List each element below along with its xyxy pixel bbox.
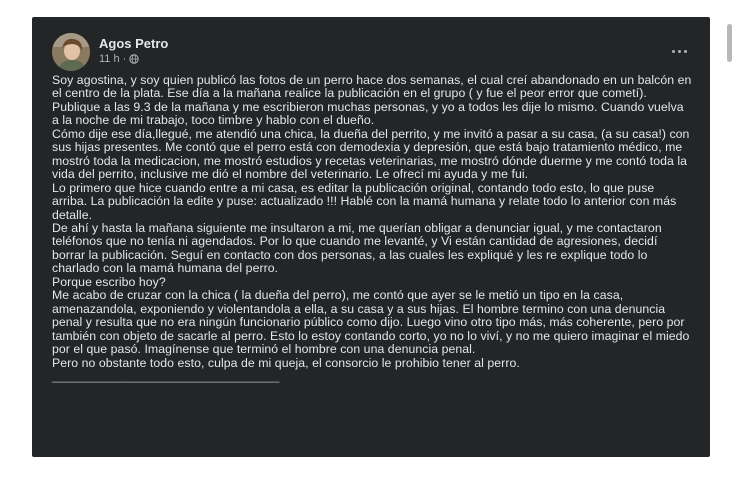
author-name[interactable]: Agos Petro — [99, 36, 169, 51]
post-paragraph: Pero no obstante todo esto, culpa de mi queja, el consorcio le prohibio tener al perro. — [52, 355, 520, 370]
meta-separator: · — [122, 53, 127, 65]
post-paragraph: Soy agostina, y soy quien publicó las fotos de un perro hace dos semanas, el cual creí abandonado en un balcón en el centro de la plata. Ese día a la mañana realice la publicación en el grupo ( y fue el peor error que cometí). — [52, 73, 692, 101]
post-meta — [99, 53, 139, 65]
post-paragraph: Porque escribo hoy? — [52, 274, 166, 289]
post-paragraph: Publique a las 9.3 de la mañana y me escribieron muchas personas, y yo a todos les dije lo mismo. Cuando vuelva a la noche de mi trabajo, toco timbre y hablo con el dueño. — [52, 99, 684, 128]
more-options-button[interactable] — [666, 41, 692, 61]
facebook-post — [32, 17, 710, 457]
post-header — [32, 17, 710, 77]
post-timestamp[interactable]: 11 h — [99, 53, 120, 65]
post-paragraph: Cómo dije ese día,llegué, me atendió una chica, la dueña del perrito, y me invitó a pasar a su casa, (a su casa!) con sus hijas presentes. Me contó que el perro está con demodexia y depresión, que está bajo tratamiento médico, me mostró toda la medicacion, me mostró estudios y recetas veterinarias, me mostró dónde duerme y me contó toda la vida del perrito, inclusive me dió el nombre del veterinario. Le ofrecí mi ayuda y me fui. — [52, 126, 690, 182]
post-paragraph: Me acabo de cruzar con la chica ( la dueña del perro), me contó que ayer se le metió un tipo en la casa, amenazandola, exponiendo y violentandola a ella, a su casa y a sus hijas. El hombre termino con una denuncia penal y resulta que no era ningún funcionario público como dijo. Luego vino otro tipo más, más coherente, pero por también con objeto de sacarle al perro. Esto lo estoy contando corto, yo no lo viví, y no me quiero imaginar el miedo por el que pasó. Imagínense que terminó el hombre con una denuncia penal. — [52, 288, 690, 357]
avatar-photo-icon — [52, 33, 90, 71]
more-horizontal-icon — [672, 50, 675, 53]
post-paragraph: Lo primero que hice cuando entre a mi casa, es editar la publicación original, contando todo esto, lo que puse arriba. La publicación la edite y puse: actualizado !!! Hablé con la mamá humana y relate todo lo anterior con más detalle. — [52, 180, 677, 222]
post-paragraph: De ahí y hasta la mañana siguiente me insultaron a mi, me querían obligar a denunciar igual, y me contactaron teléfonos que no tenía ni agendados. Por lo que cuando me levanté, y Vi están cantidad de agresiones, decidí borrar la publicación. Seguí en contacto con dos personas, a las cuales les expliqué y les re explique todo lo charlado con la mamá humana del perro. — [52, 220, 662, 276]
globe-icon[interactable] — [129, 54, 139, 64]
page-scrollbar[interactable] — [727, 10, 733, 470]
post-text — [52, 74, 692, 383]
underscore-divider: _________________________________ — [52, 368, 280, 383]
author-avatar[interactable] — [52, 33, 90, 71]
scrollbar-thumb[interactable] — [727, 24, 732, 62]
